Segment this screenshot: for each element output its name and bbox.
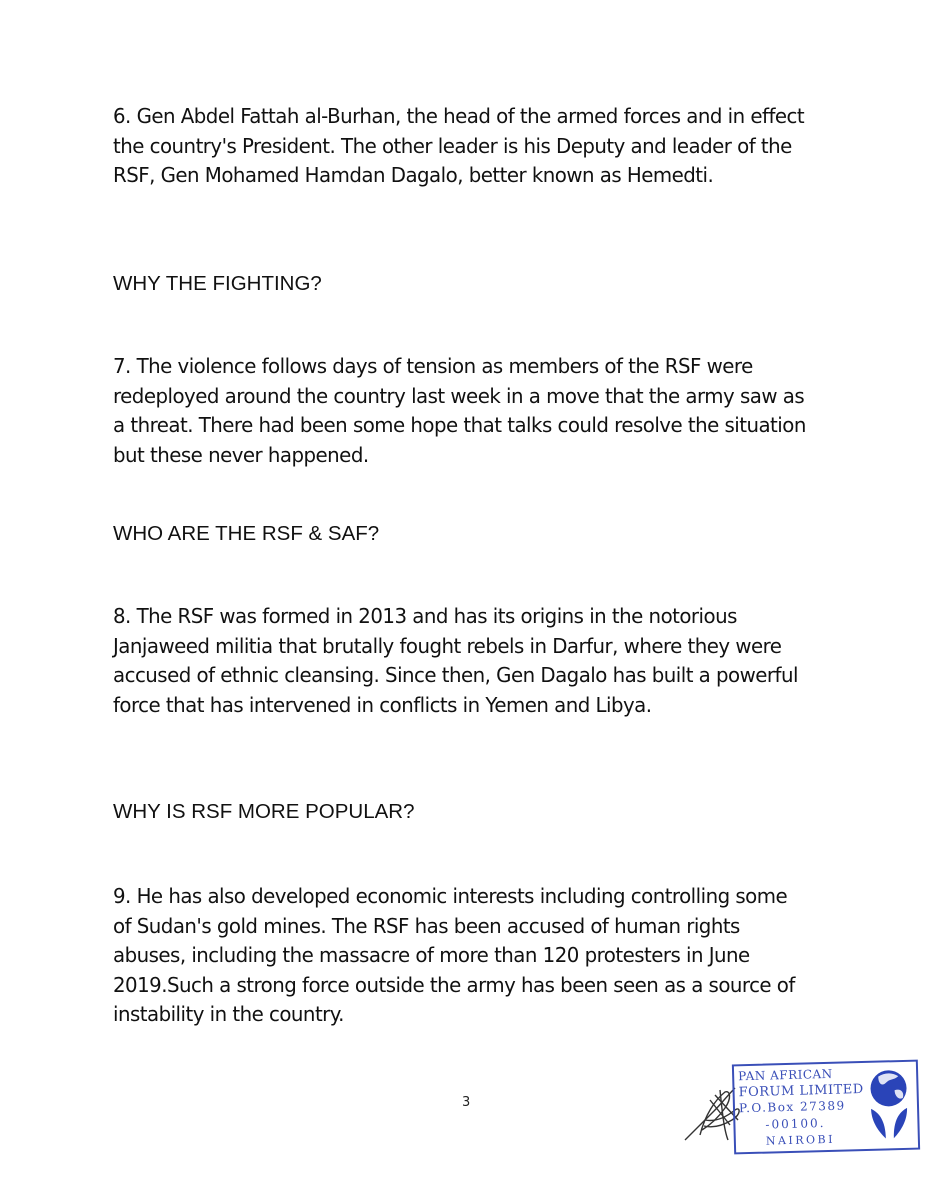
page-number: 3: [462, 1095, 471, 1110]
stamp-line-2: FORUM LIMITED: [738, 1082, 864, 1101]
paragraph-8: 8. The RSF was formed in 2013 and has its origins in the notorious Janjaweed militia that brutally fought rebels in Darfur, where they were accused of ethnic cleansing. Since then, Gen Dagalo has built a powerful force that has intervened in conflicts in Yemen and Libya.: [113, 604, 798, 717]
paragraph-6: 6. Gen Abdel Fattah al-Burhan, the head of the armed forces and in effect the country's President. The other leader is his Deputy and leader of the RSF, Gen Mohamed Hamdan Dagalo, better known as Hemedti.: [113, 104, 805, 187]
heading-why-the-fighting: WHY THE FIGHTING?: [113, 272, 322, 295]
paragraph-7: 7. The violence follows days of tension as members of the RSF were redeployed around the country last week in a move that the army saw as a threat. There had been some hope that talks could resolve the situation but these never happened.: [113, 354, 806, 467]
heading-who-are-rsf-saf: WHO ARE THE RSF & SAF?: [113, 522, 380, 545]
stamp-line-3: P.O.Box 27389: [738, 1098, 846, 1116]
stamp-line-5: NAIROBI: [765, 1132, 836, 1148]
paragraph-9: 9. He has also developed economic interests including controlling some of Sudan's gold mines. The RSF has been accused of human rights abuses, including the massacre of more than 120 protesters in June 2019.Such a strong force outside the army has been seen as a source of instability in the country.: [113, 884, 795, 1026]
heading-why-rsf-popular: WHY IS RSF MORE POPULAR?: [113, 800, 415, 823]
stamp-line-4: -00100.: [765, 1116, 826, 1132]
company-stamp: [732, 1060, 920, 1155]
globe-logo-icon: [864, 1068, 914, 1143]
stamp-line-1: PAN AFRICAN: [737, 1066, 833, 1084]
